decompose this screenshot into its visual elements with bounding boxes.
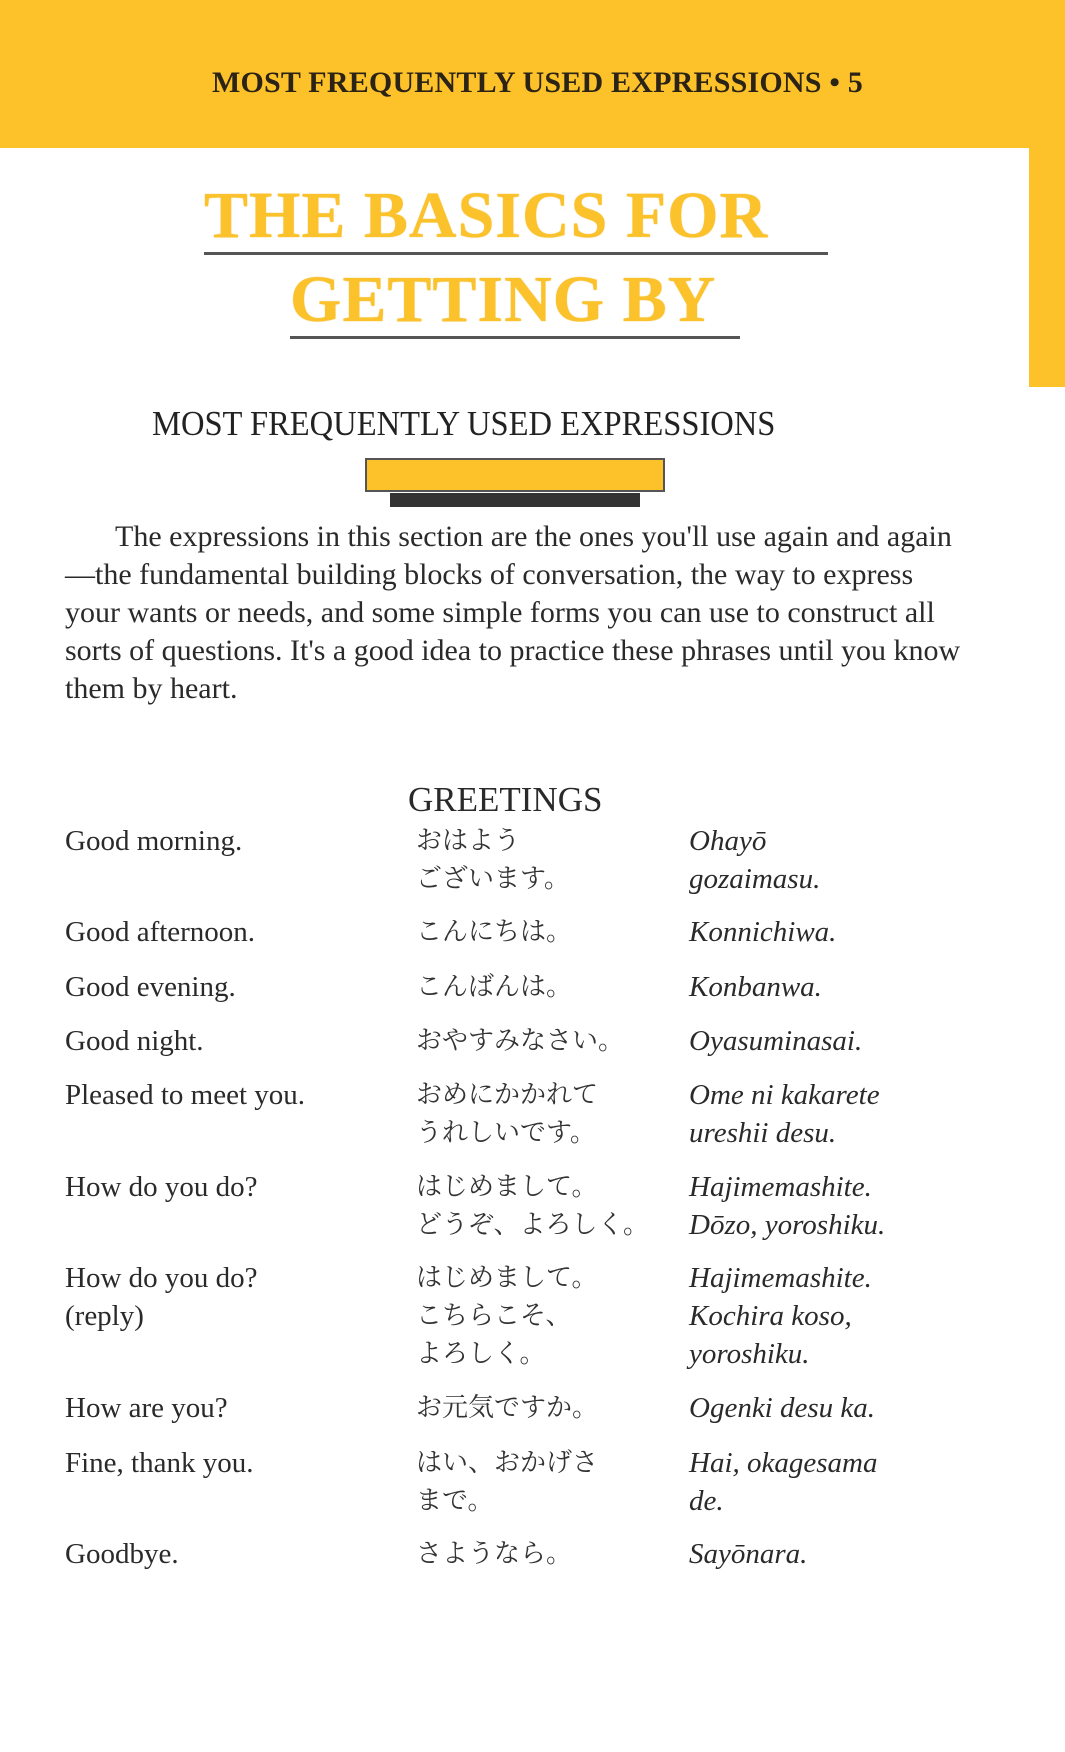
english-phrase: Pleased to meet you.	[65, 1079, 306, 1111]
english-phrase: Fine, thank you.	[65, 1447, 254, 1479]
section-heading: MOST FREQUENTLY USED EXPRESSIONS	[152, 404, 776, 443]
romaji-phrase: Ome ni kakarete ureshii desu.	[689, 1079, 880, 1149]
romaji-phrase: Ohayō gozaimasu.	[689, 825, 821, 895]
title-underline-2	[290, 336, 740, 339]
romaji-phrase: Hajimemashite. Dōzo, yoroshiku.	[689, 1171, 886, 1241]
romaji-phrase: Sayōnara.	[689, 1538, 808, 1570]
japanese-phrase: おやすみなさい。	[416, 1026, 625, 1056]
japanese-phrase: おはよう ございます。	[416, 826, 570, 894]
japanese-phrase: お元気ですか。	[416, 1393, 599, 1423]
romaji-phrase: Hajimemashite. Kochira koso, yoroshiku.	[689, 1262, 872, 1370]
intro-paragraph: The expressions in this section are the ones you'll use again and again—the fundamental building blocks of conversation, the way to express your wants or needs, and some simple forms you can use to construct all sorts of questions. It's a good idea to practice these phrases until you know them by heart.	[65, 520, 961, 705]
japanese-phrase: おめにかかれて うれしいです。	[416, 1080, 599, 1148]
english-phrase: Good evening.	[65, 971, 236, 1003]
english-phrase: Goodbye.	[65, 1538, 179, 1570]
greetings-heading: GREETINGS	[408, 780, 603, 819]
romaji-phrase: Ogenki desu ka.	[689, 1392, 876, 1424]
english-phrase: How are you?	[65, 1392, 228, 1424]
romaji-phrase: Konnichiwa.	[689, 916, 837, 948]
english-phrase: Good afternoon.	[65, 916, 256, 948]
romaji-phrase: Oyasuminasai.	[689, 1025, 863, 1057]
japanese-phrase: こんにちは。	[416, 917, 573, 947]
japanese-phrase: さようなら。	[416, 1539, 573, 1569]
japanese-phrase: はじめまして。 どうぞ、よろしく。	[416, 1172, 649, 1240]
japanese-phrase: こんばんは。	[416, 972, 573, 1002]
section-ornament-shadow	[390, 493, 640, 507]
english-phrase: Good night.	[65, 1025, 204, 1057]
chapter-title-line1: THE BASICS FOR	[204, 179, 769, 252]
romaji-phrase: Hai, okagesama de.	[689, 1447, 878, 1517]
english-phrase: How do you do?	[65, 1171, 258, 1203]
running-head: MOST FREQUENTLY USED EXPRESSIONS • 5	[212, 66, 863, 99]
section-ornament	[365, 458, 665, 492]
title-underline-1	[204, 252, 828, 255]
chapter-title-line2: GETTING BY	[290, 263, 717, 336]
japanese-phrase: はい、おかげさ まで。	[416, 1448, 599, 1516]
romaji-phrase: Konbanwa.	[689, 971, 822, 1003]
english-phrase: Good morning.	[65, 825, 243, 857]
english-phrase: How do you do? (reply)	[65, 1262, 258, 1332]
japanese-phrase: はじめまして。 こちらこそ、 よろしく。	[416, 1263, 598, 1369]
side-tab	[1029, 0, 1065, 387]
